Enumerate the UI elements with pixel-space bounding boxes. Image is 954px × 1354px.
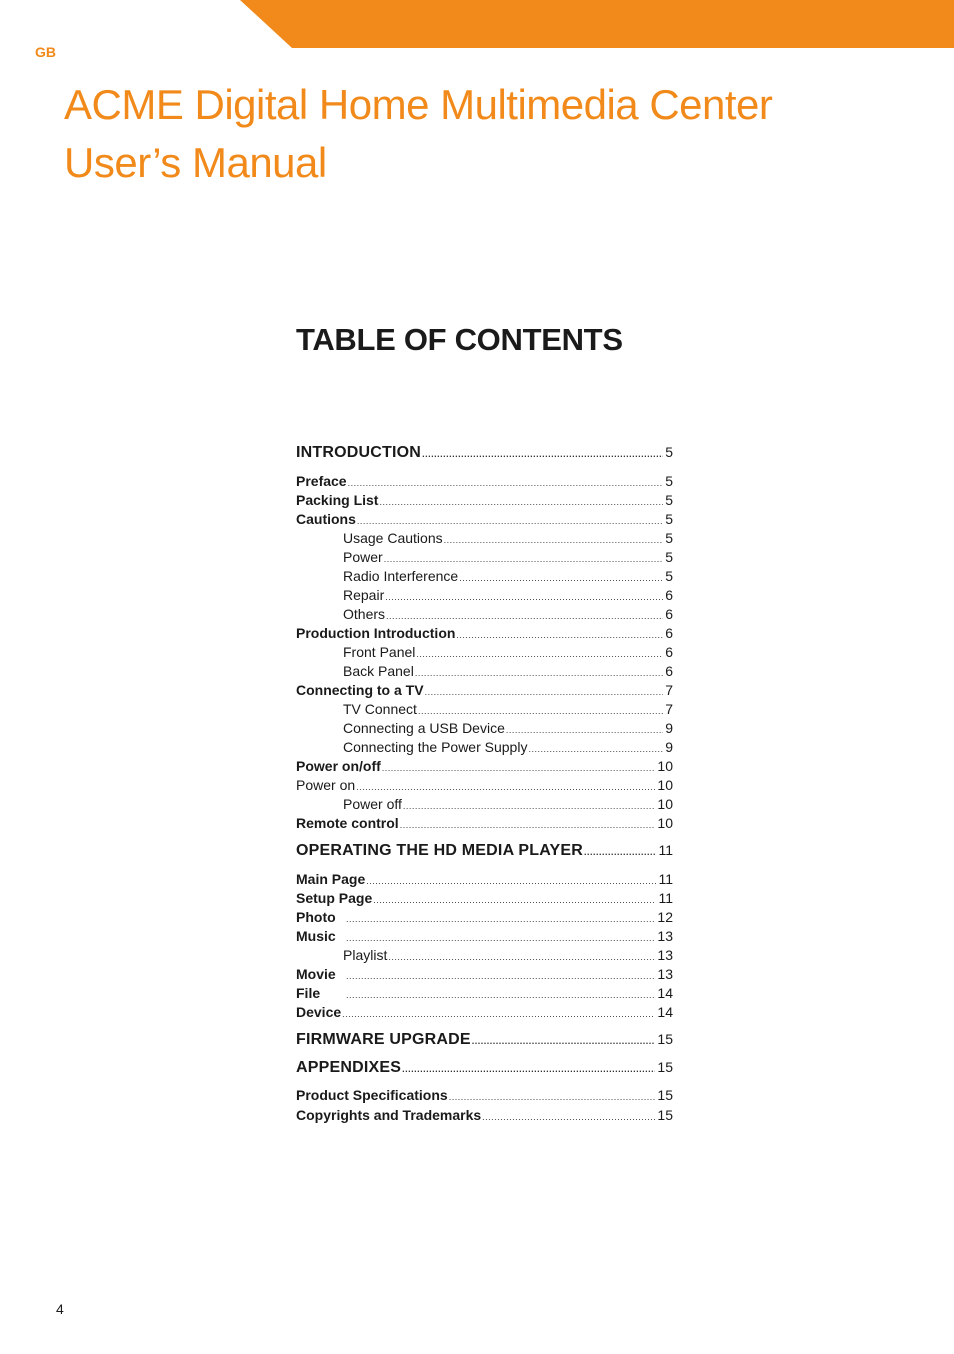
toc-section-firmware-upgrade[interactable]	[296, 1026, 673, 1053]
toc-page: 6	[665, 663, 673, 679]
toc-label: Back Panel	[343, 663, 414, 679]
toc-page: 15	[657, 1107, 673, 1123]
toc-label: Product Specifications	[296, 1087, 448, 1103]
toc-entry-preface[interactable]	[296, 472, 673, 491]
toc-label: INTRODUCTION	[296, 444, 422, 461]
toc-entry-setup-page[interactable]	[296, 889, 673, 908]
document-title	[64, 76, 772, 192]
toc-page: 14	[657, 985, 673, 1001]
toc-page: 7	[665, 701, 673, 717]
toc-entry-remote-control[interactable]	[296, 814, 673, 833]
toc-entry-radio-interference[interactable]	[296, 567, 673, 586]
toc-entry-usage-cautions[interactable]	[296, 529, 673, 548]
toc-label: Copyrights and Trademarks	[296, 1107, 482, 1123]
toc-label: Main Page	[296, 871, 366, 887]
toc-page: 7	[665, 682, 673, 698]
toc-entry-device[interactable]	[296, 1003, 673, 1022]
toc-page: 5	[665, 473, 673, 489]
toc-label: Repair	[343, 587, 385, 603]
toc-page: 10	[657, 796, 673, 812]
toc-label: OPERATING THE HD MEDIA PLAYER	[296, 842, 584, 859]
toc-label: Power off	[343, 796, 402, 812]
toc-entry-connecting-to-a-tv[interactable]	[296, 681, 673, 700]
toc-entry-power-off[interactable]	[296, 795, 673, 814]
toc-label: Cautions	[296, 511, 356, 527]
toc-page: 5	[665, 511, 673, 527]
toc-label: Power on	[296, 777, 356, 793]
toc-page: 11	[658, 871, 673, 887]
toc-section-introduction[interactable]	[296, 439, 673, 466]
toc-page: 10	[657, 758, 673, 774]
toc-label: Connecting a USB Device	[343, 720, 505, 736]
document-title-line-2: User’s Manual	[64, 139, 327, 186]
toc-label: File	[296, 985, 321, 1001]
toc-entry-cautions[interactable]	[296, 510, 673, 529]
toc-label: Remote control	[296, 815, 399, 831]
toc-label: Photo	[296, 909, 336, 925]
toc-entry-file[interactable]	[296, 984, 673, 1003]
toc-entry-others[interactable]	[296, 605, 673, 624]
toc-section-appendixes[interactable]	[296, 1054, 673, 1081]
toc-entry-repair[interactable]	[296, 586, 673, 605]
toc-entry-main-page[interactable]	[296, 870, 673, 889]
toc-entry-movie[interactable]	[296, 965, 673, 984]
toc-label: FIRMWARE UPGRADE	[296, 1031, 471, 1048]
toc-entry-product-specifications[interactable]	[296, 1086, 673, 1105]
toc-label: Usage Cautions	[343, 530, 443, 546]
toc-page: 14	[657, 1004, 673, 1020]
document-title-line-1: ACME Digital Home Multimedia Center	[64, 81, 773, 128]
toc-page: 11	[658, 842, 673, 858]
toc-label: Playlist	[343, 947, 388, 963]
toc-page: 6	[665, 587, 673, 603]
toc-section-operating[interactable]	[296, 837, 673, 864]
toc-entry-back-panel[interactable]	[296, 662, 673, 681]
toc-entry-power-on[interactable]	[296, 776, 673, 795]
toc-page: 13	[657, 928, 673, 944]
header-band-shape	[240, 0, 954, 48]
toc-entry-copyrights-trademarks[interactable]	[296, 1106, 673, 1125]
toc-entry-front-panel[interactable]	[296, 643, 673, 662]
toc-label: Connecting to a TV	[296, 682, 424, 698]
toc-page: 15	[657, 1087, 673, 1103]
toc-entry-connecting-power-supply[interactable]	[296, 738, 673, 757]
toc-label: TV Connect	[343, 701, 417, 717]
page-number: 4	[56, 1301, 64, 1317]
toc-page: 6	[665, 606, 673, 622]
toc-page: 13	[657, 947, 673, 963]
toc-entry-playlist[interactable]	[296, 946, 673, 965]
toc-label: Packing List	[296, 492, 379, 508]
toc-label: APPENDIXES	[296, 1059, 402, 1076]
toc-entry-production-introduction[interactable]	[296, 624, 673, 643]
toc-page: 15	[657, 1059, 673, 1075]
toc-page: 10	[657, 815, 673, 831]
toc-page: 5	[665, 549, 673, 565]
toc-page: 15	[657, 1031, 673, 1047]
header-band	[240, 0, 954, 48]
toc-label: Power	[343, 549, 383, 565]
table-of-contents	[296, 437, 673, 1125]
toc-label: Movie	[296, 966, 336, 982]
toc-page: 6	[665, 625, 673, 641]
toc-label: Power on/off	[296, 758, 381, 774]
toc-page: 9	[665, 720, 673, 736]
toc-label: Preface	[296, 473, 347, 489]
toc-label: Others	[343, 606, 386, 622]
toc-entry-music[interactable]	[296, 927, 673, 946]
toc-label: Device	[296, 1004, 342, 1020]
toc-page: 13	[657, 966, 673, 982]
toc-entry-power[interactable]	[296, 548, 673, 567]
toc-page: 5	[665, 530, 673, 546]
toc-label: Setup Page	[296, 890, 373, 906]
toc-entry-power-on-off[interactable]	[296, 757, 673, 776]
toc-label: Front Panel	[343, 644, 416, 660]
toc-label: Production Introduction	[296, 625, 456, 641]
toc-page: 6	[665, 644, 673, 660]
toc-page: 10	[657, 777, 673, 793]
toc-label: Music	[296, 928, 336, 944]
toc-label: Radio Interference	[343, 568, 459, 584]
toc-page: 5	[665, 444, 673, 460]
toc-page: 5	[665, 568, 673, 584]
toc-page: 12	[657, 909, 673, 925]
toc-page: 5	[665, 492, 673, 508]
toc-page: 11	[658, 890, 673, 906]
toc-heading: TABLE OF CONTENTS	[296, 322, 623, 357]
toc-entry-packing-list[interactable]	[296, 491, 673, 510]
toc-entry-tv-connect[interactable]	[296, 700, 673, 719]
toc-label: Connecting the Power Supply	[343, 739, 528, 755]
language-code: GB	[35, 44, 56, 60]
toc-entry-connecting-usb-device[interactable]	[296, 719, 673, 738]
toc-entry-photo[interactable]	[296, 908, 673, 927]
toc-page: 9	[665, 739, 673, 755]
